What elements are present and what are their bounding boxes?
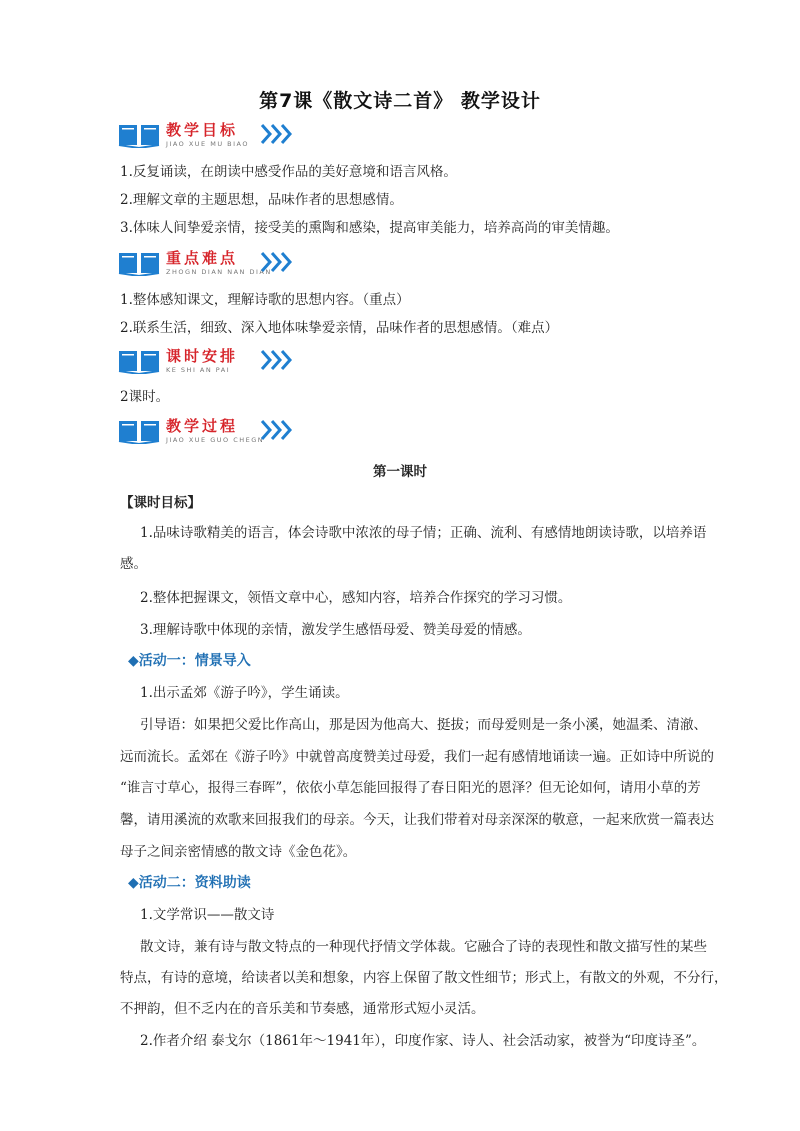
- paragraph-line: 母子之间亲密情感的散文诗《金色花》。: [120, 844, 357, 860]
- paragraph-line: 不押韵，但不乏内在的音乐美和节奏感，通常形式短小灵活。: [120, 1001, 485, 1017]
- lesson-heading: 第一课时: [373, 464, 427, 480]
- section-title: 重点难点: [166, 249, 239, 267]
- section-pinyin: ZHOGN DIAN NAN DIAN: [166, 268, 272, 276]
- section-header-time: [118, 348, 298, 378]
- key-point-item: 1.整体感知课文，理解诗歌的思想内容。（重点）: [120, 292, 410, 308]
- chevron-right-icon: [260, 250, 294, 274]
- paragraph-line: 馨，请用溪流的欢歌来回报我们的母亲。今天，让我们带着对母亲深深的敬意，一起来欣赏一篇表达: [120, 812, 714, 828]
- chevron-right-icon: [260, 122, 294, 146]
- section-header-goals: [118, 122, 298, 152]
- paragraph-line: 散文诗，兼有诗与散文特点的一种现代抒情文学体裁。它融合了诗的表现性和散文描写性的某些: [140, 939, 707, 955]
- objectives-label: 【课时目标】: [120, 495, 201, 511]
- activity-heading: ◆活动二：资料助读: [128, 875, 251, 891]
- section-header-process: [118, 418, 298, 448]
- objective-line: 感。: [120, 556, 147, 572]
- section-pinyin: JIAO XUE MU BIAO: [166, 140, 249, 148]
- section-pinyin: JIAO XUE GUO CHEGN: [166, 436, 265, 444]
- chevron-right-icon: [260, 418, 294, 442]
- document-title: 第7课《散文诗二首》 教学设计: [259, 90, 541, 112]
- section-title: 教学过程: [166, 417, 239, 435]
- section-title: 课时安排: [166, 347, 239, 365]
- section-title: 教学目标: [166, 121, 239, 139]
- paragraph-line: 远而流长。孟郊在《游子吟》中就曾高度赞美过母爱，我们一起有感情地诵读一遍。正如诗中所说的: [120, 749, 714, 765]
- time-text: 2课时。: [120, 389, 170, 405]
- paragraph-line: “谁言寸草心，报得三春晖”，依依小草怎能回报得了春日阳光的恩泽？但无论如何，请用小草的芳: [120, 780, 701, 796]
- goal-item: 2.理解文章的主题思想，品味作者的思想感情。: [120, 192, 403, 208]
- section-pinyin: KE SHI AN PAI: [166, 366, 231, 374]
- objective-line: 2.整体把握课文，领悟文章中心，感知内容，培养合作探究的学习习惯。: [140, 590, 572, 606]
- key-point-item: 2.联系生活，细致、深入地体味挚爱亲情，品味作者的思想感情。（难点）: [120, 320, 559, 336]
- goal-item: 3.体味人间挚爱亲情，接受美的熏陶和感染，提高审美能力，培养高尚的审美情趣。: [120, 220, 619, 236]
- activity-heading: ◆活动一：情景导入: [128, 653, 251, 669]
- goal-item: 1.反复诵读，在朗读中感受作品的美好意境和语言风格。: [120, 164, 457, 180]
- objective-line: 1.品味诗歌精美的语言，体会诗歌中浓浓的母子情；正确、流利、有感情地朗读诗歌，以培养语: [140, 525, 707, 541]
- section-header-key-points: [118, 250, 298, 280]
- paragraph-line: 1.文学常识——散文诗: [140, 907, 275, 923]
- paragraph-line: 1.出示孟郊《游子吟》，学生诵读。: [140, 685, 349, 701]
- paragraph-line: 特点，有诗的意境，给读者以美和想象，内容上保留了散文性细节；形式上，有散文的外观，不分行，: [120, 970, 728, 986]
- open-book-icon: [118, 348, 160, 374]
- objective-line: 3.理解诗歌中体现的亲情，激发学生感悟母爱、赞美母爱的情感。: [140, 622, 531, 638]
- chevron-right-icon: [260, 348, 294, 372]
- paragraph-line: 引导语：如果把父爱比作高山，那是因为他高大、挺拔；而母爱则是一条小溪，她温柔、清澈、: [140, 717, 707, 733]
- open-book-icon: [118, 122, 160, 148]
- paragraph-line: 2.作者介绍 泰戈尔（1861年～1941年），印度作家、诗人、社会活动家，被誉为“印度诗圣”。: [140, 1033, 706, 1049]
- open-book-icon: [118, 418, 160, 444]
- open-book-icon: [118, 250, 160, 276]
